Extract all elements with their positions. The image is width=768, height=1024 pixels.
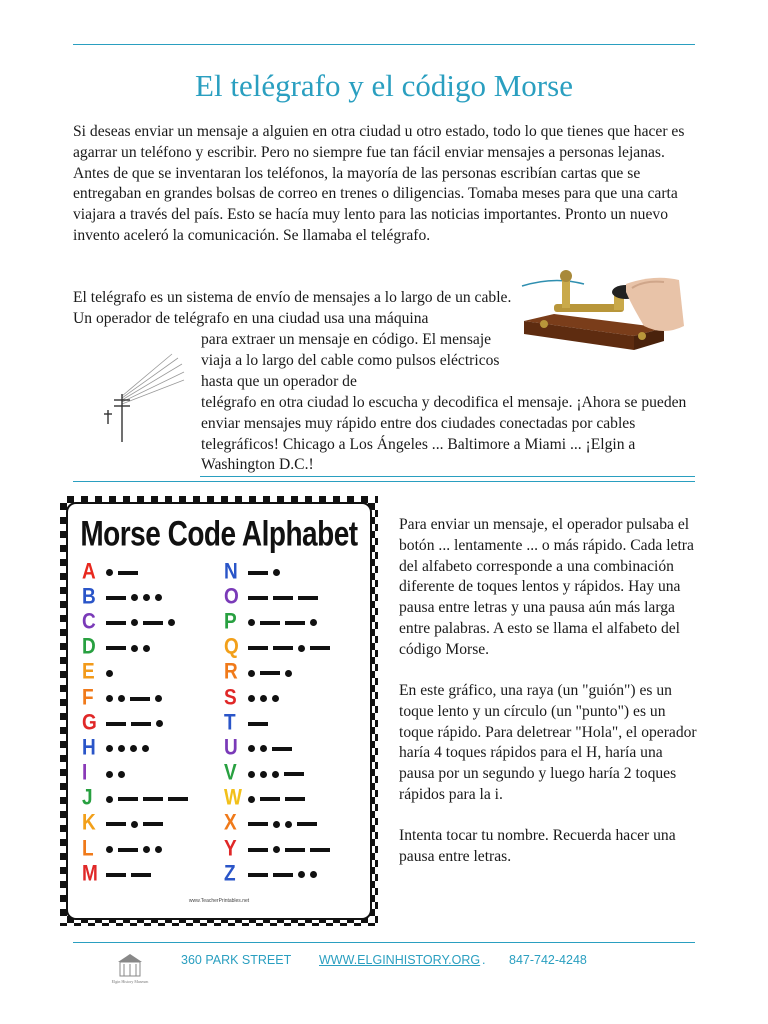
morse-code-symbols	[248, 645, 330, 652]
morse-dot	[298, 871, 305, 878]
morse-dot	[272, 771, 279, 778]
morse-letter: H	[82, 736, 96, 761]
morse-dash	[273, 646, 293, 650]
morse-letter: O	[224, 585, 239, 610]
morse-dash	[260, 621, 280, 625]
morse-dash	[285, 848, 305, 852]
morse-dash	[118, 848, 138, 852]
morse-dot	[310, 619, 317, 626]
morse-letter: T	[224, 711, 236, 736]
morse-row-q	[224, 636, 330, 661]
footer-address: 360 PARK STREET	[181, 953, 292, 967]
morse-dash	[248, 596, 268, 600]
morse-dash	[131, 722, 151, 726]
footer-phone: 847-742-4248	[509, 953, 587, 967]
morse-dash	[106, 646, 126, 650]
morse-letter: I	[82, 761, 88, 786]
morse-column-right	[224, 560, 330, 887]
telegraph-key-photo	[514, 266, 686, 374]
morse-letter: P	[224, 610, 237, 635]
morse-dash	[273, 873, 293, 877]
morse-row-s	[224, 686, 330, 711]
morse-dot	[273, 846, 280, 853]
morse-dot	[155, 594, 162, 601]
morse-row-m	[82, 862, 188, 887]
morse-row-l	[82, 837, 188, 862]
telegraph-paragraph-part-1: El telégrafo es un sistema de envío de mensajes a lo largo de un cable. Un operador de telégrafo en una ciudad usa una máquina	[73, 289, 512, 327]
morse-dot	[248, 745, 255, 752]
morse-row-o	[224, 585, 330, 610]
morse-dot	[106, 846, 113, 853]
morse-dash	[106, 822, 126, 826]
morse-dot	[106, 569, 113, 576]
morse-row-w	[224, 787, 330, 812]
morse-column-left	[82, 560, 188, 887]
morse-letter: B	[82, 585, 96, 610]
morse-dash	[248, 822, 268, 826]
morse-letter: F	[82, 685, 94, 711]
morse-letter: S	[224, 685, 237, 711]
morse-dot	[106, 695, 113, 702]
morse-row-i	[82, 762, 188, 787]
morse-dot	[131, 645, 138, 652]
morse-dash	[310, 848, 330, 852]
morse-code-symbols	[106, 821, 163, 828]
morse-row-n	[224, 560, 330, 585]
morse-dot	[248, 695, 255, 702]
morse-code-symbols	[106, 645, 150, 652]
morse-example-paragraph: En este gráfico, una raya (un "guión") es un toque lento y un círculo (un "punto") es un toque rápido. Para deletrear "Hola", el operador haría 4 toques rápidos para el H, haría una pausa por un segundo y luego haría 2 toques rápidos para la i.	[399, 682, 697, 803]
morse-code-symbols	[248, 871, 317, 878]
morse-letter: J	[82, 786, 93, 811]
morse-dash	[168, 797, 188, 801]
morse-dash	[298, 596, 318, 600]
morse-dash	[248, 873, 268, 877]
morse-dot	[130, 745, 137, 752]
section-divider-lower	[73, 481, 695, 482]
morse-letter: W	[224, 786, 242, 811]
morse-letter: V	[224, 761, 237, 786]
morse-row-t	[224, 711, 330, 736]
morse-code-symbols	[106, 670, 113, 677]
morse-letter: Z	[224, 862, 236, 887]
morse-row-g	[82, 711, 188, 736]
morse-dot	[118, 771, 125, 778]
morse-dash	[143, 621, 163, 625]
morse-code-symbols	[106, 745, 149, 752]
museum-logo	[96, 952, 164, 986]
morse-letter: X	[224, 811, 237, 836]
morse-dot	[248, 619, 255, 626]
poster-panel	[66, 502, 372, 920]
morse-code-symbols	[248, 722, 268, 726]
morse-code-symbols	[248, 670, 292, 677]
morse-dot	[143, 594, 150, 601]
morse-row-e	[82, 661, 188, 686]
morse-row-x	[224, 812, 330, 837]
morse-code-symbols	[106, 771, 125, 778]
morse-dash	[248, 646, 268, 650]
morse-letter: M	[82, 862, 98, 887]
morse-letter: L	[82, 837, 94, 862]
morse-dash	[272, 747, 292, 751]
morse-dot	[260, 771, 267, 778]
morse-dash	[118, 797, 138, 801]
morse-code-symbols	[106, 695, 162, 702]
morse-dot	[285, 670, 292, 677]
morse-code-symbols	[248, 846, 330, 853]
poster-credit: www.TeacherPrintables.net	[188, 898, 250, 904]
morse-dot	[285, 821, 292, 828]
museum-logo-text: Elgin History Museum	[111, 979, 149, 984]
morse-code-symbols	[106, 720, 163, 727]
morse-dot	[273, 569, 280, 576]
morse-dot	[106, 796, 113, 803]
morse-dash	[143, 797, 163, 801]
footer-period: .	[482, 953, 486, 967]
morse-letter: E	[82, 660, 95, 685]
morse-dot	[260, 745, 267, 752]
morse-row-u	[224, 736, 330, 761]
morse-dash	[260, 797, 280, 801]
morse-code-symbols	[248, 796, 305, 803]
morse-dot	[156, 720, 163, 727]
morse-row-j	[82, 787, 188, 812]
morse-row-r	[224, 661, 330, 686]
morse-intro-paragraph: Para enviar un mensaje, el operador pulsaba el botón ... lentamente ... o más rápido. Cada letra del alfabeto corresponde a una combinación diferente de toques lentos y rápidos. Hay una pausa entre letras y una pausa aún más larga entre palabras. A esto se llama el alfabeto del código Morse.	[399, 516, 694, 658]
morse-dot	[131, 821, 138, 828]
morse-dash	[143, 822, 163, 826]
morse-dash	[297, 822, 317, 826]
morse-dash	[118, 571, 138, 575]
morse-row-v	[224, 762, 330, 787]
morse-letter: Y	[224, 837, 237, 862]
section-divider-upper	[200, 476, 695, 477]
morse-dot	[118, 745, 125, 752]
morse-code-poster	[60, 496, 378, 926]
morse-code-symbols	[248, 771, 304, 778]
footer-website-link[interactable]: WWW.ELGINHISTORY.ORG	[319, 953, 481, 967]
telegraph-paragraph-part-2: para extraer un mensaje en código. El mensaje viaja a lo largo del cable como pulsos eléctricos hasta que un operador de	[201, 331, 500, 390]
morse-dot	[106, 771, 113, 778]
morse-code-symbols	[248, 596, 318, 600]
morse-row-d	[82, 636, 188, 661]
morse-dash	[310, 646, 330, 650]
morse-dot	[131, 619, 138, 626]
morse-row-y	[224, 837, 330, 862]
morse-letter: A	[82, 559, 96, 585]
morse-code-symbols	[248, 745, 292, 752]
morse-dash	[131, 873, 151, 877]
morse-dash	[248, 848, 268, 852]
morse-letter: R	[224, 660, 238, 685]
morse-dot	[131, 594, 138, 601]
morse-dot	[155, 846, 162, 853]
morse-code-symbols	[106, 594, 162, 601]
telegraph-paragraph-part-3: telégrafo en otra ciudad lo escucha y decodifica el mensaje. ¡Ahora se pueden enviar mensajes muy rápido entre dos ciudades conectadas por cables telegráficos! Chicago a Los Ángeles ... Baltimore a Miami ... ¡Elgin a Washington D.C.!	[201, 394, 687, 474]
morse-dot	[310, 871, 317, 878]
morse-dash	[248, 722, 268, 726]
poster-title: Morse Code Alphabet	[80, 514, 358, 553]
intro-paragraph: Si deseas enviar un mensaje a alguien en otra ciudad u otro estado, todo lo que tienes que hacer es agarrar un teléfono y escribir. Pero no siempre fue tan fácil enviar mensajes a personas lejanas. Antes de que se inventaran los teléfonos, la mayoría de las personas escribían cartas que se entregaban en grandes bolsas de correo en trenes o diligencias. Tomaba meses para que una carta viajara a través del país. Esto se hacía muy lento para las noticias importantes. Pronto un nuevo invento aceleró la comunicación. Se llamaba el telégrafo.	[73, 123, 685, 244]
morse-dot	[155, 695, 162, 702]
morse-dot	[168, 619, 175, 626]
morse-row-a	[82, 560, 188, 585]
morse-dash	[106, 722, 126, 726]
morse-dot	[298, 645, 305, 652]
morse-dot	[260, 695, 267, 702]
morse-dot	[248, 796, 255, 803]
morse-dot	[143, 846, 150, 853]
morse-row-b	[82, 585, 188, 610]
morse-dash	[284, 772, 304, 776]
morse-dot	[248, 771, 255, 778]
morse-letter: Q	[224, 635, 239, 660]
morse-row-p	[224, 610, 330, 635]
morse-dot	[248, 670, 255, 677]
page-title: El telégrafo y el código Morse	[195, 68, 573, 103]
morse-code-symbols	[248, 695, 279, 702]
morse-dot	[142, 745, 149, 752]
footer-divider	[73, 942, 695, 943]
morse-dot	[118, 695, 125, 702]
telegraph-pole-illustration	[100, 352, 186, 444]
morse-dot	[106, 745, 113, 752]
morse-dot	[272, 695, 279, 702]
morse-dot	[143, 645, 150, 652]
morse-letter: C	[82, 610, 96, 635]
morse-dash	[260, 671, 280, 675]
morse-dash	[130, 697, 150, 701]
morse-row-h	[82, 736, 188, 761]
morse-row-c	[82, 610, 188, 635]
morse-letter: U	[224, 736, 238, 761]
morse-dot	[273, 821, 280, 828]
morse-dash	[106, 873, 126, 877]
top-divider	[73, 44, 695, 45]
morse-row-z	[224, 862, 330, 887]
morse-dash	[248, 571, 268, 575]
morse-letter: K	[82, 811, 96, 836]
morse-code-symbols	[106, 846, 162, 853]
morse-letter: N	[224, 559, 238, 585]
morse-code-symbols	[106, 619, 175, 626]
morse-letter: G	[82, 711, 97, 736]
morse-row-f	[82, 686, 188, 711]
morse-dash	[285, 621, 305, 625]
morse-dash	[285, 797, 305, 801]
morse-code-symbols	[106, 873, 151, 877]
morse-dash	[106, 621, 126, 625]
morse-row-k	[82, 812, 188, 837]
morse-dash	[273, 596, 293, 600]
morse-code-symbols	[248, 821, 317, 828]
try-it-paragraph: Intenta tocar tu nombre. Recuerda hacer una pausa entre letras.	[399, 827, 676, 865]
morse-dash	[106, 596, 126, 600]
morse-code-symbols	[248, 619, 317, 626]
morse-code-symbols	[106, 796, 188, 803]
morse-dot	[106, 670, 113, 677]
morse-code-symbols	[248, 569, 280, 576]
morse-letter: D	[82, 635, 96, 660]
morse-code-symbols	[106, 569, 138, 576]
